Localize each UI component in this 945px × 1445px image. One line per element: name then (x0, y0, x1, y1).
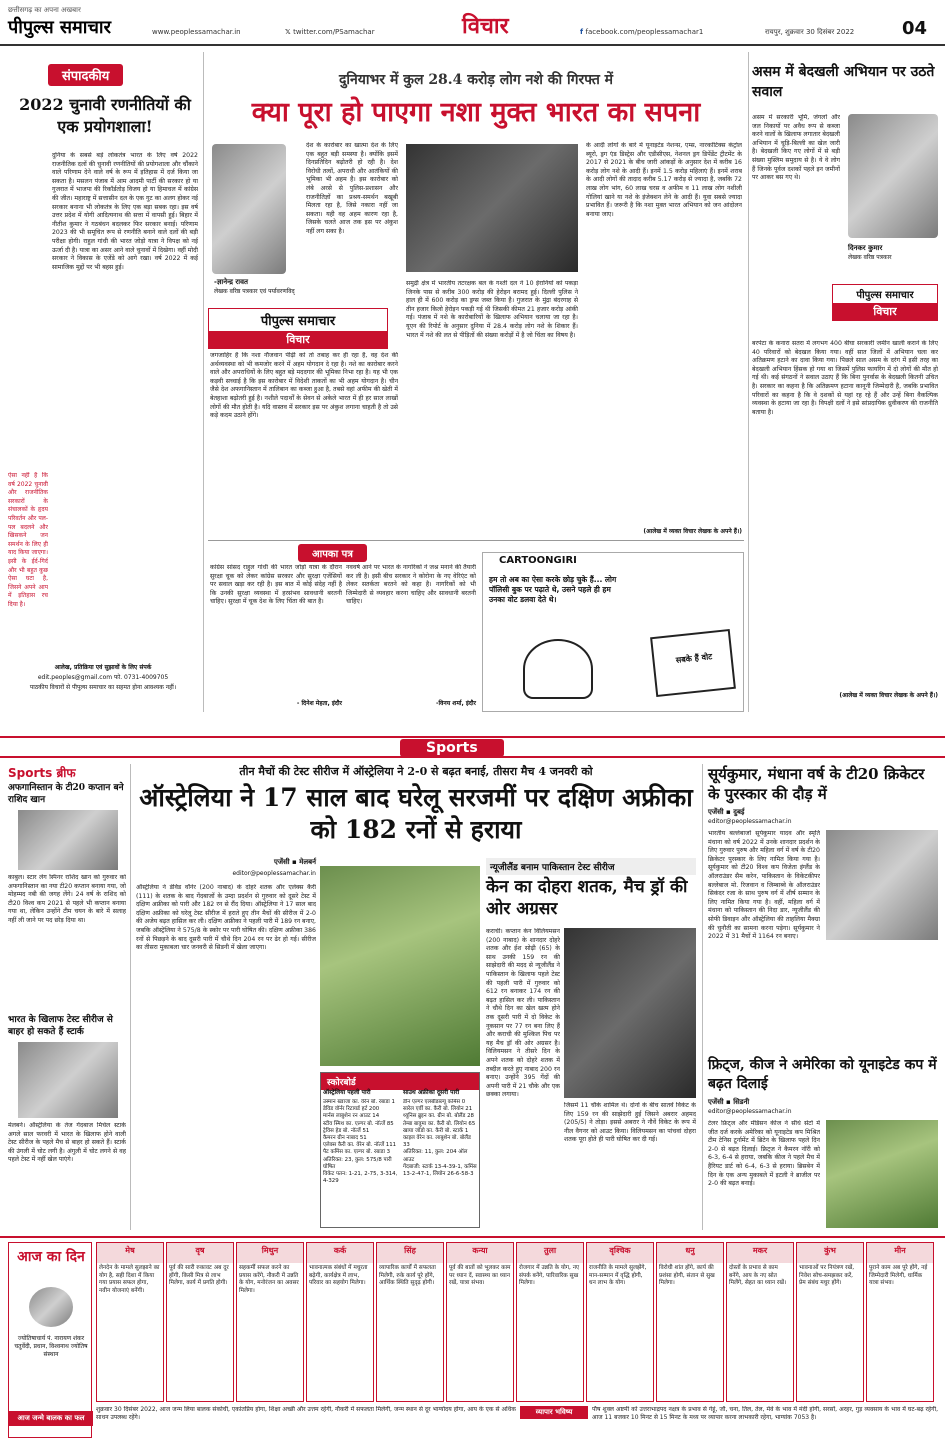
scoreboard-title: स्कोरबोर्ड (321, 1073, 479, 1090)
cartoon-sign-text: सबके हैं वोट (675, 652, 713, 665)
business-label: व्यापार भविष्य (520, 1406, 588, 1419)
brief-2-body: मेलबर्न। ऑस्ट्रेलिया के तेज गेंदबाज मिचेल स्टार्क अगले साल फरवरी में भारत के खिलाफ होने वाली टेस्ट सीरीज के पहले मैच से बाहर हो सकते हैं। स्टार्क की उंगली में चोट लगी है। अंगुली में चोट लगने से वह पहले टेस्ट में नहीं खेल पाएंगे। (8, 1122, 126, 1164)
drugs-photo (406, 144, 578, 272)
rashi-name: वृष (167, 1243, 233, 1263)
pulse-logo-box (208, 308, 388, 349)
rashi-text: भावनात्मक संबंधों में मधुरता बढ़ेगी, कार्यक्षेत्र में लाभ, परिवार का सहयोग मिलेगा। (309, 1265, 368, 1287)
suryakumar-photo (826, 830, 938, 940)
assam-author-photo (848, 114, 938, 238)
score-aus-head: ऑस्ट्रेलिया पहली पारी (323, 1089, 371, 1096)
rashi-text: व्यापारिक कार्यों में सफलता मिलेगी, रुके कार्य पूरे होंगे, आर्थिक स्थिति सुदृढ़ होगी। (379, 1265, 436, 1287)
assam-article (752, 52, 938, 712)
scoreboard (320, 1072, 480, 1228)
rashi-text: विरोधी शांत होंगे, कार्य की प्रशंसा होगी, संतान से सुख मिलेगा। (659, 1265, 715, 1287)
sports-banner-label: Sports (400, 739, 504, 757)
rashi-text: पूर्व की बातों को भूलकर काम पर ध्यान दें, स्वास्थ्य का ध्यान रखें, यात्रा संभव। (449, 1265, 511, 1287)
rashi-name: सिंह (377, 1243, 443, 1263)
author-role: लेखक वरिष्ठ पत्रकार एवं पर्यावरणविद् (214, 288, 295, 295)
sports-main-article (136, 764, 696, 1230)
sports-brief-label: Sports ब्रीफ (8, 766, 76, 780)
cartoon-title: CARTOONGIRI (499, 555, 577, 566)
page-number: 04 (902, 18, 928, 39)
editorial-body: दुनिया के सबसे बड़े लोकतंत्र भारत के लिए वर्ष 2022 राजनीतिक दलों की चुनावी रणनीतियों की प्रयोगशाला और चौंकाने वाले परिणाम देने वाले वर्ष के रूप में इतिहास में दर्ज किया जा सकता है। मसलन पंजाब में आम आदमी पार्टी की सरकार हो या गुजरात में भाजपा की रिकॉर्डतोड़ विजय हो या हिमाचल में कांग्रेस की जीत। महाराष्ट्र में सत्तासीन दल के एक गुट का अलग होकर नई सरकार बनाना भी लोकतंत्र के लिए एक बड़ा सबक रहा। इस वर्ष उत्तर प्रदेश में योगी आदित्यनाथ की सत्ता में वापसी हुई। बिहार में नीतीश कुमार ने गठबंधन बदलकर फिर सरकार बनाई। परिणाम 2023 की भी समूचित रूप से रणनीति बनाने वाले दलों की बड़ी परीक्षा होगी। राहुल गांधी की भारत जोड़ो यात्रा ने विपक्ष को नई ऊर्जा दी है। यात्रा का असर आने वाले चुनावों में दिखेगा। वहीं मोदी सरकार ने विकास के एजेंडे को आगे रखा। वर्ष 2022 में कई सामाजिक मुद्दों पर भी बहस हुई। (52, 152, 198, 271)
brief-1-body: काबुल। स्टार लेग स्पिनर राशिद खान को गुरुवार को अफगानिस्तान का नया टी20 कप्तान बनाया गया, जो मोहम्मद नबी की जगह लेंगे। 24 वर्ष के राशिद को टी20 विश्व कप 2021 से पहले भी कप्तान बनाया गया था, लेकिन उन्होंने टीम चयन के बारे में सलाह नहीं ली जाने पर पद छोड़ दिया था। (8, 874, 126, 924)
birthday-box (96, 1406, 516, 1440)
sports-brief-column (8, 764, 126, 1230)
letter-1: कांग्रेस सांसद राहुल गांधी की भारत जोड़ो यात्रा के दौरान सुरक्षा चूक को लेकर कांग्रेस सरकार और सुरक्षा एजेंसियों पर सवाल खड़ा कर रही है। इस बात में कोई संदेह नहीं है कि उनकी सुरक्षा व्यवस्था में हरसंभव सावधानी बरतनी चाहिए। सुरक्षा में चूक देश के लिए चिंता की बात है। (210, 564, 342, 606)
rashi-name: वृश्चिक (587, 1243, 653, 1263)
article-col-1: देश के कारोबार का खात्मा देश के लिए एक बहुत बड़ी समस्या है। क्योंकि इसमें दिनप्रतिदिन बढ़ोतरी हो रही है। देश विरोधी तत्वों, अपराधी और आतंकियों की भूमिका भी अहम है। इस कारोबार को लंबे अरसे से पुलिस-प्रशासन और राजनीतिज्ञों का प्रश्रय-समर्थन बखूबी मिलता रहा है, जिसे नकारा नहीं जा सकता। यही वह अहम कारण रहा है, जिसके चलते आज तक इस पर अंकुश नहीं लग सका है। (306, 142, 398, 235)
rashi-text: राजनीति के मामले सुलझेंगे, मान-सम्मान में वृद्धि होगी, धन लाभ के योग। (589, 1265, 647, 1287)
starc-photo (18, 1042, 118, 1118)
rashi-makar (726, 1242, 794, 1402)
editorial-footer-contact: आलेख, प्रतिक्रिया एवं सुझावों के लिए संपर्क (54, 664, 152, 671)
logo-text: पीपुल्स समाचार (8, 17, 111, 38)
rashi-name: मकर (727, 1243, 793, 1263)
rashi-name: मेष (97, 1243, 163, 1263)
assam-author-role: लेखक वरिष्ठ पत्रकार (848, 254, 892, 261)
editorial-footer-disclaimer: पाठकीय विचारों से पीपुल्स समाचार का सहमत होना आवश्यक नहीं। (29, 684, 177, 691)
dateline: रायपुर, शुक्रवार 30 दिसंबर 2022 (765, 28, 855, 36)
article-col-2: जगजाहिर है कि नशा नौजवान पीढ़ी को तो तबाह कर ही रहा है, वह देश की अर्थव्यवस्था को भी कमजोर करने में अहम योगदान दे रहा है। नशे का कारोबार करने वाले और अपराधियों के लिए बहुत बड़े मददगार की भूमिका निभा रहा है। यह भी एक कड़वी सच्चाई है कि इस कारोबार में विदेशी ताकतों का भी अहम योगदान है। चीन जैसे देश अफगानिस्तान में तालिबान का कब्जा हुआ है, तबसे वहां अफीम की खेती में बेतहाशा बढ़ोतरी हुई है। नशीले पदार्थों के सेवन से अकेले भारत में ही हर साल लाखों लोगों की मौत होती है। यदि वास्तव में सरकार इस पर अंकुश लगाना चाहती है तो उसे कड़े कदम उठाने होंगे। (210, 352, 398, 420)
logo-tagline: छत्तीसगढ़ का अपना अखबार (8, 6, 81, 14)
assam-headline: असम में बेदखली अभियान पर उठते सवाल (752, 64, 935, 100)
score-aus-body: उस्मान ख्वाजा का. वेरेन बो. रबाडा 1 डेविड वॉर्नर रिटायर्ड हर्ट 200 मार्नस लाबुशेन रन आउट 14 स्टीव स्मिथ का. एल्गर बो. नॉर्त्जे 85 ट्रेविस हेड बो. नॉर्त्जे 51 कैमरन ग्रीन नाबाद 51 एलेक्स कैरी का. वेरेन बो. नॉर्त्जे 111 पैट कमिंस का. एल्गर बो. रबाडा 3 अतिरिक्त: 23, कुल: 575/8 पारी घोषित विकेट पतन: 1-21, 2-75, 3-314, 4-329 (323, 1099, 398, 1185)
article-col-3: समुद्री क्षेत्र में भारतीय तटरक्षक बल के गश्ती दल ने 10 ईरानियों को पकड़ा जिनके पास से करीब 300 करोड़ की हेरोइन बरामद हुई। दिल्ली पुलिस ने हाल ही में 600 करोड़ का ड्रग्स जब्त किया है। गुजरात के मुंद्रा बंदरगाह से तीन हजार किलो हेरोइन पकड़ी गई थी जिसकी कीमत 21 हजार करोड़ आंकी गई। पंजाब में नशे के कारोबारियों के खिलाफ अभियान चलाया जा रहा है। यूएन की रिपोर्ट के अनुसार दुनिया में 28.4 करोड़ लोग नशे के शिकार हैं। भारत में नशे की लत से पीड़ितों की संख्या करोड़ों में है जो चिंता का विषय है। (406, 280, 578, 339)
twitter-link[interactable] (285, 28, 375, 37)
brief-2-headline: भारत के खिलाफ टेस्ट सीरीज से बाहर हो सकते हैं स्टार्क (8, 1015, 113, 1037)
sports-right-column (708, 764, 938, 1230)
rashi-name: तुला (517, 1243, 583, 1263)
horoscope-title: आज का दिन (17, 1249, 85, 1265)
rashi-name: मिथुन (237, 1243, 303, 1263)
score-sa-body: डीन एल्गर एलबीडब्ल्यू कमिंस 0 सारेल एर्वी का. कैरी बो. लियोन 21 थ्यूनिस ब्रुइन का. ग्रीन बो. बोलैंड 28 तेम्बा बावुमा का. कैरी बो. लियोन 65 खाया जोंडो का. कैरी बो. स्टार्क 1 काइल वेरेन का. लाबुशेन बो. बोलैंड 33 अतिरिक्त: 11, कुल: 204 ऑल आउट गेंदबाजी: स्टार्क 13-4-39-1, कमिंस 13-2-47-1, लियोन 26-6-58-3 (403, 1099, 477, 1178)
rashi-vrish (166, 1242, 234, 1402)
sports-main-headline: ऑस्ट्रेलिया ने 17 साल बाद घरेलू सरजमीं पर दक्षिण अफ्रीका को 182 रनों से हराया (139, 783, 693, 844)
main-article-kicker: दुनियाभर में कुल 28.4 करोड़ लोग नशे की गिरफ्त में (338, 72, 614, 88)
assam-pulse-label: विचार (833, 303, 937, 320)
rashi-name: धनु (657, 1243, 723, 1263)
fr-email[interactable]: editor@peoplessamachar.in (708, 1108, 792, 1115)
masthead-logo (8, 6, 111, 39)
assam-pulse-logo (832, 284, 938, 321)
author-name: -ज्ञानेन्द्र रावत (214, 278, 248, 286)
letter-2: नववर्ष आने पर भारत के नागरिकों ने जश्न मनाने की तैयारी कर ली है। इसी बीच सरकार ने कोरोना के नए वेरिएंट को लेकर सतर्कता बरतने को कहा है। नागरिकों को भी जिम्मेदारी से व्यवहार करना चाहिए और सावधानी बरतनी चाहिए। (346, 564, 476, 606)
business-box (520, 1406, 938, 1440)
rashi-text: भावनाओं पर नियंत्रण रखें, निवेश सोच-समझकर करें, प्रेम संबंध मधुर होंगे। (799, 1265, 855, 1287)
article-disclaimer: (आलेख में व्यक्त विचार लेखक के अपने हैं।) (643, 528, 742, 535)
sk-email[interactable]: editor@peoplessamachar.in (708, 818, 792, 825)
rashi-kark (306, 1242, 374, 1402)
main-article (208, 52, 744, 542)
website-link[interactable]: www.peoplessamachar.in (152, 28, 241, 36)
rashi-meen (866, 1242, 934, 1402)
astrologer-name: ज्योतिषाचार्य पं. नारायण शंकर चतुर्वेदी, प्रधान, विश्वनाथ ज्योतिष संस्थान (14, 1335, 88, 1358)
rashi-kanya (446, 1242, 514, 1402)
rashi-name: कन्या (447, 1243, 513, 1263)
nz-tag: न्यूजीलैंड बनाम पाकिस्तान टेस्ट सीरीज (486, 858, 696, 875)
assam-disclaimer: (आलेख में व्यक्त विचार लेखक के अपने हैं।) (839, 692, 938, 699)
cartoon-figure (523, 639, 593, 699)
brief-1-headline: अफगानिस्तान के टी20 कप्तान बने राशिद खान (8, 783, 124, 805)
rashi-text: सहकर्मी सफल करने का प्रयास करेंगे, नौकरी में उन्नति के योग, मनोरंजन का अवसर मिलेगा। (239, 1265, 299, 1294)
pulse-logo-name: पीपुल्स समाचार (260, 314, 336, 329)
article-col-4: के आदी लोगों के बारे में यूनाइटेड नेशन्स, एम्स, नारकोटिक्स कंट्रोल ब्यूरो, ड्रग एंड डिस्ट्रेस और एडीसीएस, नेशनल ड्रग डिपेंडेंट ट्रीटमेंट के 2017 से 2021 के बीच जारी आंकड़ों के अनुसार देश में करीब 16 करोड़ लोग नशे के आदी हैं। इनमें 1.5 करोड़ महिलाएं हैं। इनमें शराब के आदी लोगों की तादाद करीब 5.17 करोड़ से ज्यादा है, जबकि 72 लाख लोग भांग, 60 लाख चरस व अफीम व 11 लाख लोग नशीली गोलियां खाने या नशे के इंजेक्शन लेने के आदी हैं। युवा सबसे ज्यादा प्रभावित हैं। जरूरी है कि नशा मुक्त भारत अभियान को जन आंदोलन बनाया जाए। (586, 142, 742, 218)
nz-body: कराची। कप्तान केन विलियमसन (200 नाबाद) के शानदार दोहरे शतक और ईश सोढ़ी (65) के साथ उनकी 159 रन की साझेदारी की मदद से न्यूजीलैंड ने पाकिस्तान के खिलाफ पहले टेस्ट की पहली पारी में गुरुवार को 612 रन बनाकर 174 रन की बढ़त हासिल कर ली। पाकिस्तान ने चौथे दिन का खेल खत्म होने तक दूसरी पारी में दो विकेट के नुकसान पर 77 रन बना लिए हैं और कराची की मुश्किल पिच पर यह मैच ड्रॉ की ओर अग्रसर है। विलियमसन ने तीसरे दिन के अपने शतक को दोहरे शतक में तब्दील करते हुए नाबाद 200 रन बनाए। उन्होंने 395 गेंदों की अपनी पारी में 21 चौके और एक छक्का लगाया। (486, 928, 560, 1099)
fr-body: टेलर फ्रिट्ज और मेडिसन कीज ने सीधे सेटों में जीत दर्ज करके अमेरिका को यूनाइटेड कप मिश्रित टीम टेनिस टूर्नामेंट में ब्रिटेन के खिलाफ पहले दिन 2-0 से बढ़त दिलाई। फ्रिट्ज ने कैमरन नॉरी को 6-3, 6-4 से हराया, जबकि कीज ने पहले मैच में हैरियट डार्ट को 6-4, 6-3 से हराया। ब्रिसबेन में दिन के एक अन्य मुकाबले में इटली ने ब्राजील पर 2-0 की बढ़त बनाई। (708, 1120, 820, 1188)
rashi-text: पुराने काम अब पूरे होंगे, नई जिम्मेदारी मिलेगी, धार्मिक यात्रा संभव। (869, 1265, 928, 1287)
fritz-photo (826, 1120, 938, 1228)
twitter-icon: 𝕏 (285, 28, 294, 36)
sports-main-body: ऑस्ट्रेलिया ने डेविड वॉर्नर (200 नाबाद) के दोहरे शतक और एलेक्स कैरी (111) के शतक के बाद गेंदबाजों के उम्दा प्रदर्शन से गुरुवार को दूसरे टेस्ट में दक्षिण अफ्रीका को पारी और 182 रन से रौंद दिया। ऑस्ट्रेलिया ने 17 साल बाद दक्षिण अफ्रीका को घरेलू टेस्ट सीरीज में हराते हुए तीन मैचों की सीरीज में 2-0 की अजेय बढ़त हासिल कर ली। दक्षिण अफ्रीका ने पहली पारी में 189 रन बनाए, जबकि ऑस्ट्रेलिया ने 575/8 के स्कोर पर पारी घोषित की। दक्षिण अफ्रीका 386 रनों से पिछड़ने के बाद दूसरी पारी में चौथे दिन 204 रन पर ढेर हो गई। सीरीज का तीसरा मुकाबला चार जनवरी से सिडनी में खेला जाएगा। (136, 884, 316, 952)
author-photo (212, 144, 286, 274)
letter-2-sign: -विनय शर्मा, इंदौर (435, 700, 476, 707)
rashi-kumbh (796, 1242, 864, 1402)
twitter-handle: twitter.com/PSamachar (293, 28, 375, 36)
birthday-text: शुक्रवार 30 दिसंबर 2022, आज जन्म लिया बालक संकोची, एकांतप्रिय होगा, शिक्षा अच्छी और उत्तम रहेगी, नौकरी में सफलता मिलेगी, जन्म स्थान से दूर भाग्योदय होगा, आय के एक से अधिक साधन उपलब्ध रहेंगे। (96, 1406, 516, 1422)
rashi-mithun (236, 1242, 304, 1402)
page-header (0, 0, 945, 46)
horoscope-sidebar (8, 1242, 92, 1438)
australia-team-photo (320, 866, 480, 1066)
rashi-tula (516, 1242, 584, 1402)
sk-headline: सूर्यकुमार, मंधाना वर्ष के टी20 क्रिकेटर के पुरस्कार की दौड़ में (708, 765, 925, 803)
sk-byline: एजेंसी ▪ दुबई (708, 808, 745, 816)
editorial-title: 2022 चुनावी रणनीतियों की एक प्रयोगशाला! (19, 95, 191, 136)
editorial-column (8, 52, 198, 712)
letter-1-sign: - दिनेश मेहता, इंदौर (296, 700, 342, 707)
section-title: विचार (462, 13, 509, 39)
editorial-label: संपादकीय (48, 64, 123, 86)
rashi-name: कुंभ (797, 1243, 863, 1263)
editorial-footer-email[interactable]: edit.peoples@gmail.com फो. 0731-4009705 (37, 674, 169, 681)
rashi-singh (376, 1242, 444, 1402)
facebook-link[interactable] (580, 28, 703, 37)
main-article-headline: क्या पूरा हो पाएगा नशा मुक्त भारत का सपना (251, 97, 701, 128)
assam-author: दिनकर कुमार (848, 244, 883, 252)
facebook-icon: f (580, 28, 586, 36)
rashi-text: लेनदेन के मामले सुलझाने का योग है, सही दिशा में किया गया प्रयास सफल होगा, नवीन योजनाएं बनेंगी। (99, 1265, 160, 1294)
nz-body-2: जिसमें 11 चौके शामिल थे। दोनों के बीच सातवें विकेट के लिए 159 रन की साझेदारी हुई जिसने अबरार अहमद (205/5) ने तोड़ा। इससे अबरार ने नौवें विकेट के रूप में नील वैगनर को आउट किया। विलियमसन का पांचवां दोहरा शतक पूरा होते ही पारी घोषित कर दी गई। (564, 1102, 696, 1144)
editorial-side-note: ऐसा नहीं है कि वर्ष 2022 चुनावी और राजनीतिक सरकारों के संचालकों के हृदय परिवर्तन और पल-पल बदलने और खिसकने जन समर्थन के लिए ही याद किया जाएगा। इसी के ईर्द-गिर्द और भी बहुत कुछ ऐसा घटा है, जिसने अपने आप में इतिहास रच दिया है। (8, 472, 48, 608)
nz-headline: केन का दोहरा शतक, मैच ड्रॉ की ओर अग्रसर (486, 877, 688, 919)
sports-main-byline: एजेंसी ▪ मेलबर्न (273, 858, 316, 866)
business-text: पौष शुक्ल अष्टमी को उत्तराभाद्रपद नक्षत्र के प्रभाव से गेहूं, जौ, चना, तिल, तेल, मेवे के भाव में मंदी होगी, सरसों, अरहर, गुड़ व्यवसाय के भाव में घट-बढ़ रहेगी, आज 11 बजकर 10 मिनट से 15 मिनट के मध्य पर व्यापार करना लाभकारी रहेगा, भाग्यांक 7053 है। (592, 1406, 938, 1422)
rashi-text: पूर्व की सारी रुकावट अब दूर होंगी, किसी मित्र से लाभ मिलेगा, कार्य में प्रगति होगी। (169, 1265, 229, 1287)
rashi-vrishchik (586, 1242, 654, 1402)
astrologer-photo (29, 1287, 73, 1327)
rashid-photo (18, 810, 118, 870)
sk-body: भारतीय बल्लेबाजों सूर्यकुमार यादव और स्मृति मंधाना को वर्ष 2022 में उनके शानदार प्रदर्शन के लिए गुरुवार पुरुष और महिला वर्ग में वर्ष के टी20 क्रिकेटर पुरस्कार के लिए नामित किया गया है। सूर्यकुमार को टी20 विश्व कप विजेता इंग्लैंड के ऑलराउंडर सैम करेन, पाकिस्तान के विकेटकीपर बल्लेबाज मो. रिजवान व जिम्बाब्वे के ऑलराउंडर सिकंदर रजा के साथ पुरुष वर्ग में शीर्ष सम्मान के लिए नामित किया गया है। वहीं, महिला वर्ग में मंधाना को पाकिस्तान की निदा डार, न्यूजीलैंड की सोफी डिवाइन और ऑस्ट्रेलिया की ताहलिया मैक्ग्रा की चुनौती का सामना करना पड़ेगा। सूर्यकुमार ने 2022 में 31 मैचों में 1164 रन बनाए। (708, 830, 820, 941)
score-sa-head: साउथ अफ्रीका दूसरी पारी (403, 1089, 460, 1096)
facebook-handle: facebook.com/peoplessamachar1 (585, 28, 704, 36)
letters-section (208, 542, 478, 712)
fr-headline: फ्रिट्ज, कीज ने अमेरिका को यूनाइटेड कप में बढ़त दिलाई (708, 1057, 937, 1092)
rashi-text: रोजगार में उन्नति के योग, नए संपर्क बनेंगे, पारिवारिक सुख मिलेगा। (519, 1265, 580, 1287)
pulse-logo-label: विचार (209, 331, 387, 348)
assam-body-bottom: बरपेटा के कनारा सतरा में लगभग 400 बीघा सरकारी जमीन खाली कराने के लिए 40 परिवारों को बेदखल किया गया। वहीं सात जिलों में अभियान चला कर अतिक्रमण हटाने का दावा किया गया। पिछले साल असम के दरंग में इसी तरह का बेदखली अभियान हिंसक हो गया था जिसमें पुलिस फायरिंग में दो लोगों की मौत हो गई थी। कई संगठनों ने सवाल उठाए हैं कि बिना पुनर्वास के बेदखली कितनी उचित है। सरकार का कहना है कि अतिक्रमण हटाना कानूनी जिम्मेदारी है, जबकि प्रभावित परिवारों का कहना है कि वे दशकों से यहां रह रहे हैं और उन्हें बिना वैकल्पिक व्यवस्था के हटाया जा रहा है। विपक्षी दलों ने इसे सांप्रदायिक ध्रुवीकरण की राजनीति बताया है। (752, 340, 938, 416)
sports-banner (0, 736, 945, 758)
cartoon-box (482, 552, 744, 712)
rashi-name: मीन (867, 1243, 933, 1263)
birthday-label: आज जन्मे बालक का फल (9, 1411, 93, 1426)
sports-main-kicker: तीन मैचों की टेस्ट सीरीज में ऑस्ट्रेलिया ने 2-0 से बढ़त बनाई, तीसरा मैच 4 जनवरी को (239, 765, 593, 778)
fr-byline: एजेंसी ▪ सिडनी (708, 1098, 750, 1106)
assam-pulse-name: पीपुल्स समाचार (856, 290, 914, 301)
cartoon-speech: हम तो अब का ऐसा करके छोड़ चुके हैं... लोग पॉलिसी बुक पर पढ़ाते थे, उसने पहले ही हम उनका वोट डलवा देते थे। (489, 575, 617, 604)
rashi-mesh (96, 1242, 164, 1402)
assam-body-top: असम में सरकारी भूमि, जंगलों और जल निकायों पर अवैध रूप से कब्जा करने वालों के खिलाफ लगातार बेदखली अभियान में चूड़ि-बिल्ली का खेल जारी है। बेदखली किए गए लोगों में से बड़ी संख्या मुस्लिम समुदाय से है। ये वे लोग हैं जिनके पूर्वज दशकों पहले इन जमीनों पर आकर बस गए थे। (752, 114, 840, 182)
rashi-text: दोस्तों के प्रभाव से काम बनेंगे, आय के नए स्रोत मिलेंगे, सेहत का ध्यान रखें। (729, 1265, 787, 1287)
williamson-photo (564, 928, 696, 1098)
rashi-name: कर्क (307, 1243, 373, 1263)
sports-main-email[interactable]: editor@peoplessamachar.in (232, 870, 316, 877)
rashi-dhanu (656, 1242, 724, 1402)
letters-title: आपका पत्र (298, 544, 367, 562)
horoscope-grid (96, 1242, 938, 1402)
